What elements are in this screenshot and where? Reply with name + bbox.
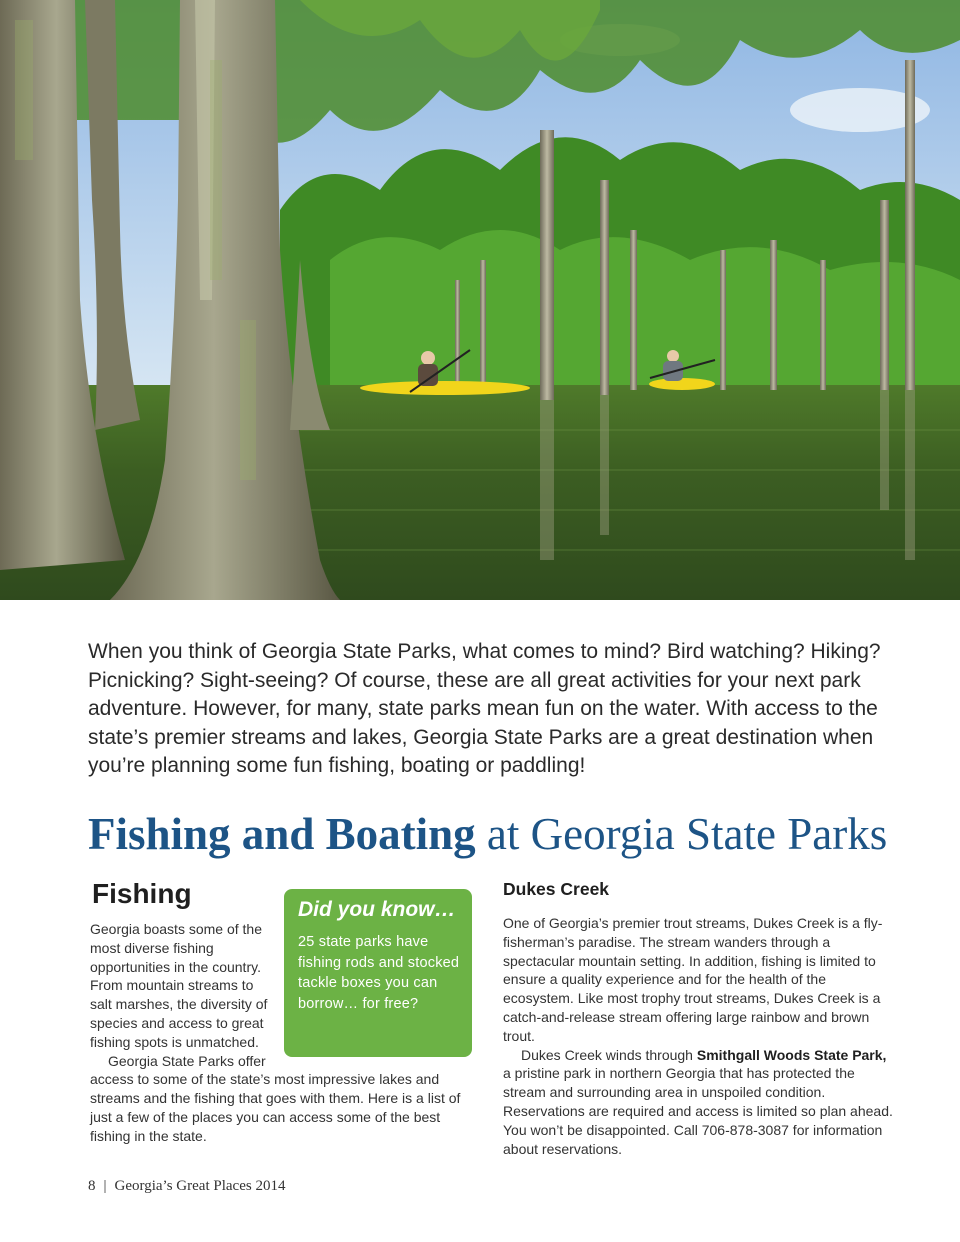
dukes-creek-paragraph-1: One of Georgia’s premier trout streams, Dukes Creek is a fly-fisherman’s paradise. The stream wanders through a spectacular mountain setting. In addition, fishing is limited to ensure a quality experience and for the health of the ecosystem. Like most trophy trout streams, Dukes Creek is a catch-and-release stream offering large rainbow and brown trout.: [503, 915, 883, 1044]
headline-bold: Fishing and Boating: [88, 809, 476, 859]
fishing-paragraph-2: Georgia State Parks offer access to some of the state’s most impressive lakes and streams and the fishing that goes with them. Here is a list of just a few of the places you can access some of the best fishing in the state.: [90, 1052, 461, 1144]
fishing-heading: Fishing: [92, 878, 192, 909]
callout-title: Did you know…: [298, 898, 456, 921]
page-number: 8: [88, 1178, 96, 1194]
page-headline: [88, 806, 908, 862]
smithgall-woods-park-name: Smithgall Woods State Park,: [696, 1046, 887, 1063]
dukes-creek-section: [503, 878, 893, 1158]
publication-title: Georgia’s Great Places 2014: [114, 1178, 286, 1194]
headline-light: at Georgia State Parks: [475, 809, 888, 859]
fishing-paragraph-1: Georgia boasts some of the most diverse fishing opportunities in the country. From mountain streams to salt marshes, the diversity of species and access to great fishing spots is unmatched.: [90, 921, 268, 1050]
fishing-section: [90, 876, 475, 1146]
dukes-creek-p2-start: Dukes Creek winds through: [521, 1046, 697, 1063]
dukes-creek-paragraph-2: [503, 1046, 893, 1159]
footer-separator: |: [103, 1178, 107, 1194]
page-footer: [88, 1178, 285, 1195]
did-you-know-callout: [284, 889, 472, 1057]
dukes-creek-heading: Dukes Creek: [503, 879, 610, 899]
hero-photo: [0, 0, 960, 600]
dukes-creek-p2-end: a pristine park in northern Georgia that has protected the stream and surrounding area in unspoiled condition. Reservations are required and access is limited so plan ahead. You won’t be disappointed. Call 706-878-3087 for information about reservations.: [503, 1065, 893, 1157]
intro-paragraph: When you think of Georgia State Parks, what comes to mind? Bird watching? Hiking? Picnicking? Sight-seeing? Of course, these are all great activities for your next park adventure. However, for many, state parks mean fun on the water. With access to the state’s premier streams and lakes, Georgia State Parks are a great destination when you’re planning some fun fishing, boating or paddling!: [88, 640, 881, 777]
callout-fact: 25 state parks have fishing rods and stocked tackle boxes you can borrow… for free?: [298, 934, 460, 1012]
